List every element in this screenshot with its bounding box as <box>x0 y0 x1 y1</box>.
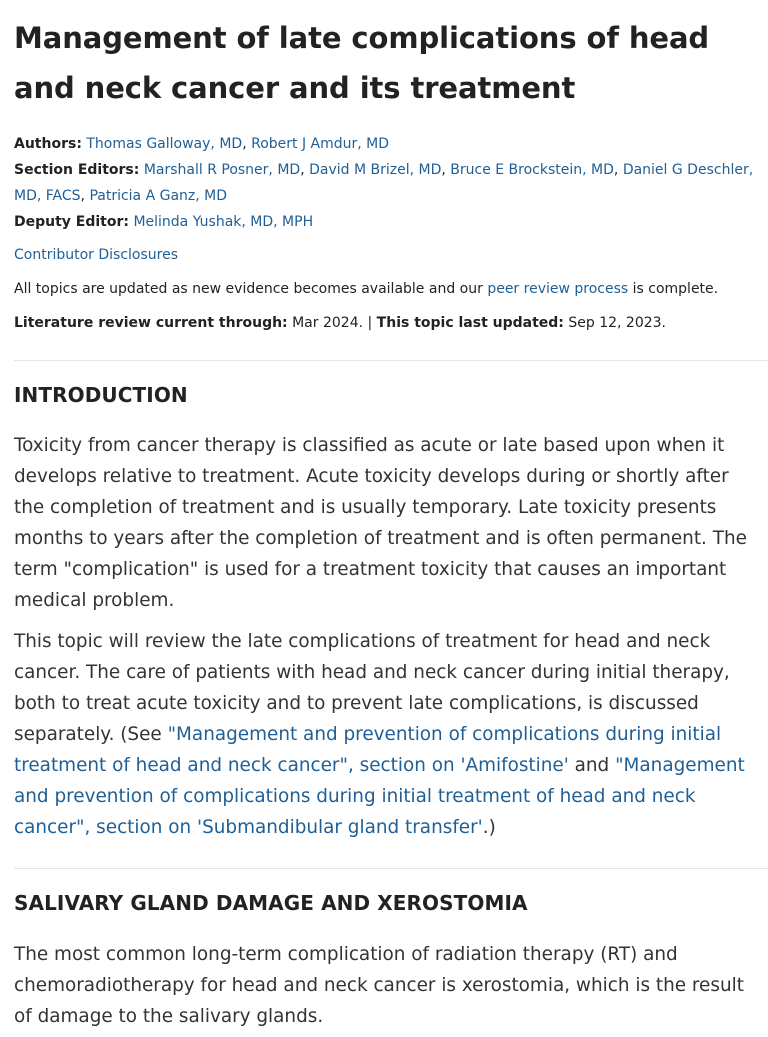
section-editor-link[interactable]: Marshall R Posner, MD <box>143 162 301 178</box>
submandibular-link[interactable]: "Management and prevention of complications during initial treatment of head and neck cancer", section on 'Submandibular gland transfer' <box>14 755 745 838</box>
peer-review-link[interactable]: peer review process <box>487 281 629 297</box>
intro-end: .) <box>482 817 496 838</box>
disclosures-row <box>14 242 754 268</box>
author-link[interactable]: Robert J Amdur, MD <box>251 136 390 152</box>
section-editor-link[interactable]: Daniel G Deschler, MD, FACS <box>14 162 754 204</box>
amifostine-link[interactable]: "Management and prevention of complications during initial treatment of head and neck cancer", section on 'Amifostine' <box>14 724 722 776</box>
section-heading-introduction: INTRODUCTION <box>14 383 188 407</box>
deputy-editor-label: Deputy Editor: <box>14 214 129 230</box>
deputy-editor-row <box>14 209 754 235</box>
intro-paragraph-1: Toxicity from cancer therapy is classified as acute or late based upon when it develops relative to treatment. Acute toxicity develops during or shortly after the completion of treatment and is usually temporary. Late toxicity presents months to years after the completion of treatment and is often permanent. The term "complication" is used for a treatment toxicity that causes an important medical problem. <box>14 435 747 611</box>
deputy-editor-link[interactable]: Melinda Yushak, MD, MPH <box>133 214 314 230</box>
section-editor-link[interactable]: Patricia A Ganz, MD <box>89 188 228 204</box>
divider <box>14 360 768 361</box>
lit-review-value: Mar 2024. | <box>287 315 377 331</box>
lit-review-label: Literature review current through: <box>14 315 288 331</box>
last-updated-value: Sep 12, 2023. <box>563 315 667 331</box>
page-title: Management of late complications of head and neck cancer and its treatment <box>14 21 710 105</box>
byline <box>14 131 754 235</box>
author-link[interactable]: Thomas Galloway, MD <box>86 136 243 152</box>
section-editor-link[interactable]: Bruce E Brockstein, MD <box>450 162 614 178</box>
authors-label: Authors: <box>14 136 82 152</box>
section-editor-link[interactable]: David M Brizel, MD <box>309 162 442 178</box>
section-editors-label: Section Editors: <box>14 162 140 178</box>
salivary-paragraph-1: The most common long-term complication of radiation therapy (RT) and chemoradiotherapy for head and neck cancer is xerostomia, which is the result of damage to the salivary glands. <box>14 944 744 1027</box>
section-heading-salivary: SALIVARY GLAND DAMAGE AND XEROSTOMIA <box>14 891 528 915</box>
update-note-end: is complete. <box>628 281 719 297</box>
article <box>0 13 754 1032</box>
update-note <box>14 276 754 302</box>
contributor-disclosures-link[interactable]: Contributor Disclosures <box>14 247 179 263</box>
intro-paragraph-2 <box>14 626 754 843</box>
authors-row: Authors: Thomas Galloway, MD, Robert J Amdur, MD <box>14 136 390 152</box>
last-updated-label: This topic last updated: <box>376 315 564 331</box>
update-note-text: All topics are updated as new evidence becomes available and our <box>14 281 488 297</box>
review-dates <box>14 310 754 336</box>
section-editors-row: Section Editors: Marshall R Posner, MD, David M Brizel, MD, Bruce E Brockstein, MD, Daniel G Deschler, MD, FACS, Patricia A Ganz, MD <box>14 162 754 204</box>
intro-paragraph-2-text: This topic will review the late complications of treatment for head and neck cancer. The care of patients with head and neck cancer during initial therapy, both to treat acute toxicity and to prevent late complications, is discussed separately. (See <box>14 631 730 745</box>
divider <box>14 868 768 869</box>
intro-and: and <box>568 755 616 776</box>
